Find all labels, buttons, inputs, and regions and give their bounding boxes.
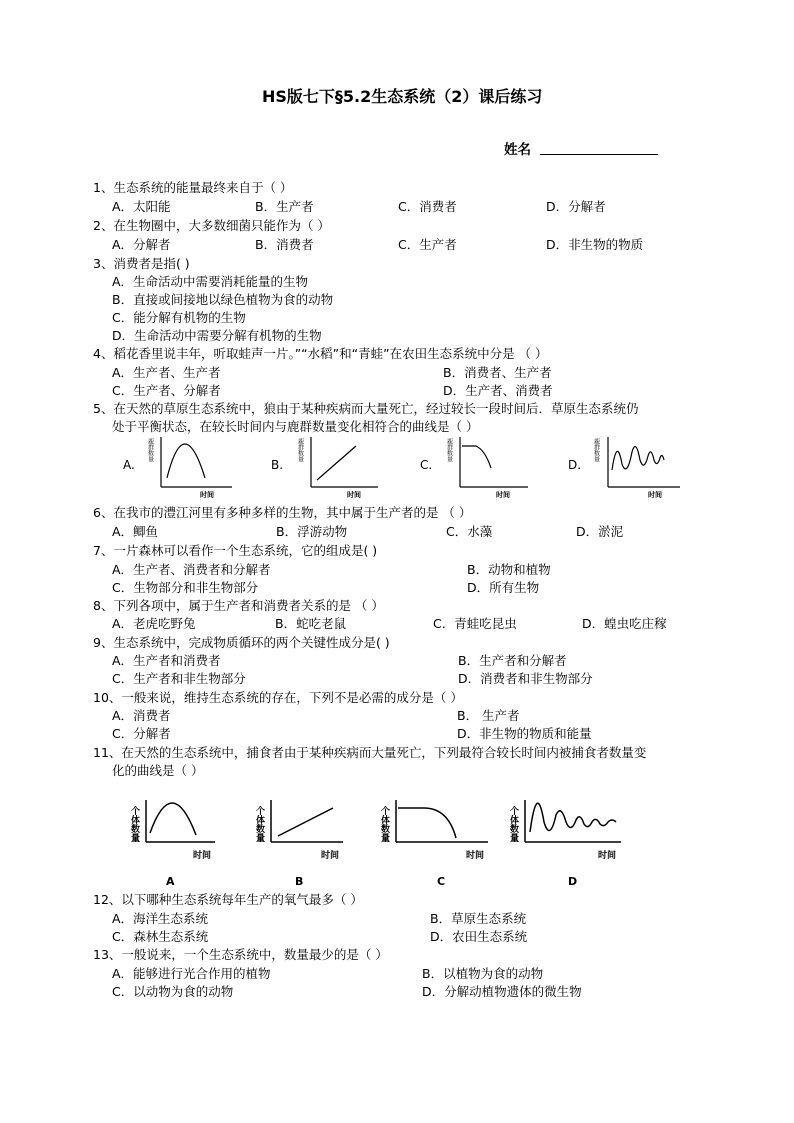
q6-option-d: D．淤泥 <box>576 524 624 539</box>
q4-option-b: B．消费者、生产者 <box>443 365 552 380</box>
q11-graph-b <box>254 800 343 888</box>
q10-option-d: D．非生物的物质和能量 <box>457 726 592 741</box>
q3-option-d: D．生命活动中需要分解有机物的生物 <box>112 328 322 343</box>
q11-graph-d <box>508 800 621 888</box>
q6-option-b: B．浮游动物 <box>276 524 348 539</box>
q4-option-a: A．生产者、生产者 <box>112 365 221 380</box>
q5-curve-c <box>462 446 491 468</box>
q5-option-a-label: A. <box>123 458 135 472</box>
question-5-stem-line2: 处于平衡状态，在较长时间内与鹿群数量变化相符合的曲线是（ ） <box>112 419 479 434</box>
q11-graph-c <box>379 800 488 888</box>
q11-option-c-label: C <box>437 875 446 888</box>
q5-b-ylabel: 鹿群数量 <box>296 438 304 462</box>
q9-option-a: A．生产者和消费者 <box>112 653 221 668</box>
q11-curve-a <box>150 803 196 835</box>
q11-b-xlabel: 时间 <box>321 851 340 861</box>
q11-option-b-label: B <box>295 875 304 888</box>
question-8-stem: 8、下列各项中，属于生产者和消费者关系的是 （ ） <box>93 598 384 613</box>
q12-option-a: A．海洋生态系统 <box>112 911 209 926</box>
q10-option-a: A．消费者 <box>112 708 171 723</box>
q13-option-d: D．分解动植物遗体的微生物 <box>422 984 582 999</box>
q1-option-a: A．太阳能 <box>112 199 171 214</box>
q5-option-d-label: D. <box>568 458 582 472</box>
question-10-stem: 10、一般来说，维持生态系统的存在，下列不是必需的成分是（ ） <box>93 690 463 705</box>
question-2-stem: 2、在生物圈中，大多数细菌只能作为（ ） <box>93 218 330 233</box>
question-12-stem: 12、以下哪种生态系统每年生产的氧气最多（ ） <box>93 892 363 907</box>
q5-graph-b <box>271 437 378 499</box>
q6-option-a: A．鲫鱼 <box>112 524 159 539</box>
q11-d-xlabel: 时间 <box>598 851 617 861</box>
q5-curve-d <box>612 447 664 470</box>
q9-option-d: D．消费者和非生物部分 <box>458 671 593 686</box>
q5-curve-b <box>317 446 356 480</box>
q2-option-c: C．生产者 <box>398 237 457 252</box>
q5-a-ylabel: 鹿群数量 <box>146 438 154 462</box>
question-4-stem: 4、稻花香里说丰年，听取蛙声一片。”“水稻”和“青蛙”在农田生态系统中分是 （ ） <box>93 346 548 361</box>
q10-option-b: B． 生产者 <box>457 708 520 723</box>
q12-option-d: D．农田生态系统 <box>430 929 528 944</box>
question-11-stem-line2: 化的曲线是（ ） <box>112 763 204 778</box>
question-9-stem: 9、生态系统中，完成物质循环的两个关键性成分是( ) <box>93 635 390 650</box>
q1-option-b: B．生产者 <box>255 199 314 214</box>
q4-option-c: C．生产者、分解者 <box>112 383 221 398</box>
question-13-stem: 13、一般说来，一个生态系统中，数量最少的是（ ） <box>93 947 388 962</box>
q12-option-b: B．草原生态系统 <box>430 911 527 926</box>
q7-option-b: B．动物和植物 <box>467 562 551 577</box>
q7-option-c: C．生物部分和非生物部分 <box>112 580 259 595</box>
q5-option-b-label: B. <box>271 458 284 472</box>
q11-c-ylabel: 个体数量 <box>379 806 389 842</box>
question-7-stem: 7、一片森林可以看作一个生态系统，它的组成是( ) <box>93 543 378 558</box>
name-label: 姓名 <box>504 142 531 158</box>
q5-c-ylabel: 鹿群数量 <box>445 438 453 462</box>
q5-b-xlabel: 时间 <box>347 491 361 499</box>
page-title: HS版七下§5.2生态系统（2）课后练习 <box>262 87 543 106</box>
q13-option-c: C．以动物为食的动物 <box>112 984 234 999</box>
question-1-stem: 1、生态系统的能量最终来自于（ ） <box>93 180 293 195</box>
q5-a-xlabel: 时间 <box>200 491 214 499</box>
q6-option-c: C．水藻 <box>446 524 493 539</box>
q1-option-c: C．消费者 <box>398 199 457 214</box>
q10-option-c: C．分解者 <box>112 726 171 741</box>
q11-a-xlabel: 时间 <box>193 851 212 861</box>
q11-option-d-label: D <box>568 875 578 888</box>
q2-option-b: B．消费者 <box>255 237 314 252</box>
q5-option-c-label: C. <box>420 458 433 472</box>
q9-option-c: C．生产者和非生物部分 <box>112 671 246 686</box>
q11-curve-c <box>398 808 456 838</box>
q11-a-ylabel: 个体数量 <box>129 806 139 842</box>
q2-option-d: D．非生物的物质 <box>546 237 644 252</box>
q5-graph-c <box>420 437 528 499</box>
q11-b-ylabel: 个体数量 <box>254 806 264 842</box>
q3-option-a: A．生命活动中需要消耗能量的生物 <box>112 274 309 289</box>
q11-curve-b <box>278 808 333 836</box>
q4-option-d: D．生产者、消费者 <box>443 383 553 398</box>
q11-d-ylabel: 个体数量 <box>508 806 518 842</box>
q11-curve-d <box>530 803 616 832</box>
q13-option-a: A．能够进行光合作用的植物 <box>112 966 271 981</box>
question-11-stem-line1: 11、在天然的生态系统中，捕食者由于某种疾病而大量死亡，下列最符合较长时间内被捕食者数量变 <box>93 745 647 760</box>
q12-option-c: C．森林生态系统 <box>112 929 209 944</box>
q2-option-a: A．分解者 <box>112 237 171 252</box>
q5-d-xlabel: 时间 <box>648 491 662 499</box>
question-3-stem: 3、消费者是指( ) <box>93 256 190 271</box>
q5-c-xlabel: 时间 <box>496 491 510 499</box>
q3-option-c: C．能分解有机物的生物 <box>112 310 246 325</box>
q1-option-d: D．分解者 <box>546 199 606 214</box>
q8-option-b: B．蛇吃老鼠 <box>275 616 347 631</box>
q8-option-a: A．老虎吃野兔 <box>112 616 196 631</box>
q5-curve-a <box>167 444 205 478</box>
q8-option-d: D．蝗虫吃庄稼 <box>582 616 667 631</box>
q7-option-a: A．生产者、消费者和分解者 <box>112 562 271 577</box>
q11-option-a-label: A <box>166 875 175 888</box>
q9-option-b: B．生产者和分解者 <box>458 653 567 668</box>
q11-graph-a <box>129 800 215 888</box>
q11-c-xlabel: 时间 <box>466 851 485 861</box>
q13-option-b: B．以植物为食的动物 <box>422 966 544 981</box>
q8-option-c: C．青蛙吃昆虫 <box>433 616 517 631</box>
q5-graph-a <box>123 437 232 499</box>
q5-d-ylabel: 鹿群数量 <box>592 438 600 462</box>
q7-option-d: D．所有生物 <box>467 580 540 595</box>
question-6-stem: 6、在我市的澧江河里有多种多样的生物，其中属于生产者的是 （ ） <box>93 505 472 520</box>
question-5-stem-line1: 5、在天然的草原生态系统中，狼由于某种疾病而大量死亡，经过较长一段时间后．草原生态系统仍 <box>93 401 639 416</box>
q3-option-b: B．直接或间接地以绿色植物为食的动物 <box>112 292 334 307</box>
q5-graph-d <box>568 437 680 499</box>
